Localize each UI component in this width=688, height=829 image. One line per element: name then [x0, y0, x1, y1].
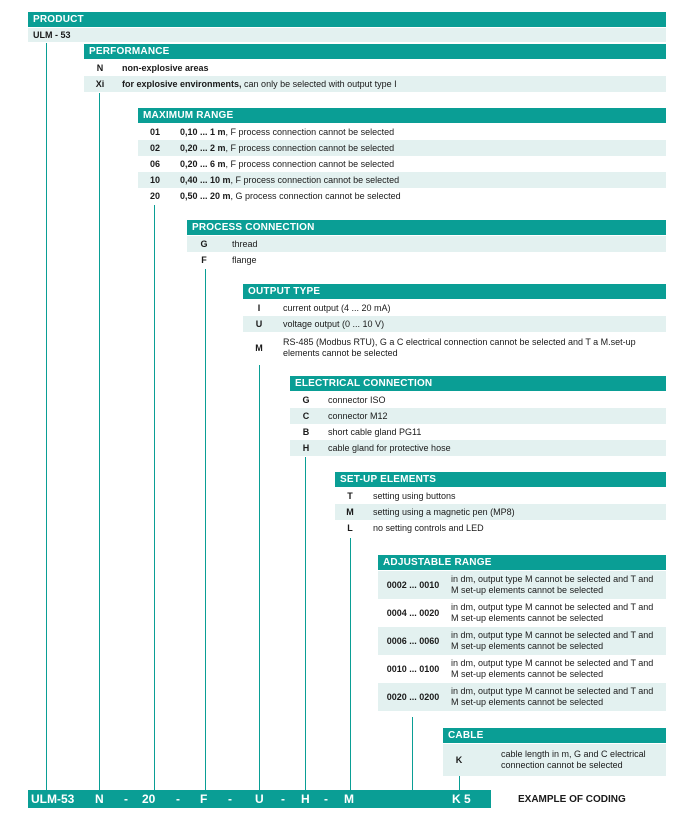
option-description: in dm, output type M cannot be selected and T and M set-up elements cannot be selected: [451, 658, 654, 679]
option-description-rest: , F process connection cannot be selected: [225, 158, 395, 169]
option-description: [122, 76, 662, 92]
setup-elements-row: [335, 520, 666, 536]
option-description: connector ISO: [328, 394, 386, 405]
option-code: N: [96, 63, 104, 73]
option-code: T: [347, 491, 353, 501]
option-description-rest: , F process connection cannot be selected: [230, 174, 400, 185]
example-token: -: [228, 792, 232, 806]
option-description: short cable gland PG11: [328, 426, 422, 437]
output-type-row: [243, 316, 666, 332]
example-token: M: [344, 792, 354, 806]
example-token: ULM-53: [31, 792, 75, 806]
option-code: G: [302, 395, 310, 405]
option-description: thread: [232, 238, 258, 249]
option-code: 0010 ... 0100: [386, 664, 440, 674]
adjustable-range-row: [378, 655, 666, 683]
option-description: [180, 140, 660, 156]
example-token: H: [301, 792, 310, 806]
option-description: RS-485 (Modbus RTU), G a C electrical connection cannot be selected and T a M.set-up elements cannot be selected: [283, 337, 636, 358]
adjustable-range-row: [378, 683, 666, 711]
electrical-connection-row: [290, 392, 666, 408]
option-description-bold: 0,20 ... 6 m: [180, 158, 226, 169]
option-code: K: [455, 755, 463, 765]
example-token: -: [281, 792, 285, 806]
option-description: in dm, output type M cannot be selected and T and M set-up elements cannot be selected: [451, 630, 654, 651]
option-code: C: [302, 411, 310, 421]
option-code: 10: [149, 175, 160, 185]
option-code: 0006 ... 0060: [386, 636, 440, 646]
process-connection-header: PROCESS CONNECTION: [187, 220, 666, 235]
option-description: in dm, output type M cannot be selected and T and M set-up elements cannot be selected: [451, 574, 654, 595]
electrical-connection-header: ELECTRICAL CONNECTION: [290, 376, 666, 391]
option-description: in dm, output type M cannot be selected and T and M set-up elements cannot be selected: [451, 602, 654, 623]
option-description: [180, 188, 660, 204]
adjustable-range-header: ADJUSTABLE RANGE: [378, 555, 666, 570]
connector-line-adjustable: [412, 717, 413, 790]
electrical-connection-row: [290, 408, 666, 424]
option-description: voltage output (0 ... 10 V): [283, 318, 385, 329]
option-code: I: [257, 303, 261, 313]
option-description: in dm, output type M cannot be selected and T and M set-up elements cannot be selected: [451, 686, 654, 707]
option-description: setting using buttons: [373, 490, 456, 501]
product-header: PRODUCT: [28, 12, 666, 27]
setup-elements-row: [335, 488, 666, 504]
connector-line-performance: [99, 93, 100, 790]
adjustable-range-row: [378, 599, 666, 627]
option-description-bold: non-explosive areas: [122, 62, 209, 73]
option-code: 02: [149, 143, 160, 153]
output-type-header: OUTPUT TYPE: [243, 284, 666, 299]
connector-line-output: [259, 365, 260, 790]
option-description: setting using a magnetic pen (MP8): [373, 506, 515, 517]
example-token: -: [324, 792, 328, 806]
option-description-rest: , F process connection cannot be selected: [225, 142, 395, 153]
option-description-rest: , F process connection cannot be selected: [225, 126, 395, 137]
option-description: cable gland for protective hose: [328, 442, 451, 453]
option-description: [180, 124, 660, 140]
option-description-bold: 0,50 ... 20 m: [180, 190, 231, 201]
option-description-bold: 0,20 ... 2 m: [180, 142, 226, 153]
cable-row: [443, 744, 666, 776]
example-token: K 5: [452, 792, 471, 806]
product-code: ULM - 53: [28, 28, 666, 42]
option-code: 06: [149, 159, 160, 169]
setup-elements-header: SET-UP ELEMENTS: [335, 472, 666, 487]
option-code: 0004 ... 0020: [386, 608, 440, 618]
option-code: 0020 ... 0200: [386, 692, 440, 702]
adjustable-range-row: [378, 627, 666, 655]
option-code: 0002 ... 0010: [386, 580, 440, 590]
example-token: F: [200, 792, 208, 806]
option-description: current output (4 ... 20 mA): [283, 302, 391, 313]
option-description: [180, 156, 660, 172]
cable-header: CABLE: [443, 728, 666, 743]
option-description: connector M12: [328, 410, 388, 421]
electrical-connection-row: [290, 424, 666, 440]
option-description-bold: 0,10 ... 1 m: [180, 126, 226, 137]
connector-line-process: [205, 269, 206, 790]
example-token: U: [255, 792, 264, 806]
option-description: no setting controls and LED: [373, 522, 484, 533]
adjustable-range-row: [378, 571, 666, 599]
maximum-range-row: [138, 188, 666, 204]
option-code: G: [200, 239, 208, 249]
process-connection-row: [187, 236, 666, 252]
performance-row: [84, 76, 666, 92]
maximum-range-row: [138, 140, 666, 156]
option-description: [180, 172, 660, 188]
option-code: L: [347, 523, 353, 533]
example-coding-bar: [28, 790, 491, 808]
example-token: -: [124, 792, 128, 806]
option-description-rest: can only be selected with output type I: [241, 78, 397, 89]
connector-line-electrical: [305, 457, 306, 790]
connector-line-cable: [459, 776, 460, 790]
option-description-bold: for explosive environments,: [122, 78, 242, 89]
maximum-range-header: MAXIMUM RANGE: [138, 108, 666, 123]
example-token: 20: [142, 792, 156, 806]
option-code: B: [302, 427, 310, 437]
connector-line-setup: [350, 538, 351, 790]
electrical-connection-row: [290, 440, 666, 456]
option-code: U: [255, 319, 263, 329]
connector-line-product: [46, 43, 47, 790]
maximum-range-row: [138, 172, 666, 188]
option-code: M: [255, 343, 263, 353]
maximum-range-row: [138, 124, 666, 140]
example-label: EXAMPLE OF CODING: [518, 794, 626, 805]
output-type-row: [243, 332, 666, 364]
process-connection-row: [187, 252, 666, 268]
option-code: H: [302, 443, 310, 453]
performance-header: PERFORMANCE: [84, 44, 666, 59]
option-description: cable length in m, G and C electrical connection cannot be selected: [501, 749, 646, 770]
connector-line-range: [154, 205, 155, 790]
example-token: N: [95, 792, 104, 806]
option-description: [122, 60, 662, 76]
option-description-rest: , G process connection cannot be selected: [230, 190, 401, 201]
example-token: -: [176, 792, 180, 806]
option-description-bold: 0,40 ... 10 m: [180, 174, 231, 185]
option-code: F: [201, 255, 207, 265]
option-code: 01: [149, 127, 160, 137]
option-description: flange: [232, 254, 257, 265]
option-code: 20: [149, 191, 160, 201]
option-code: M: [346, 507, 354, 517]
setup-elements-row: [335, 504, 666, 520]
performance-row: [84, 60, 666, 76]
output-type-row: [243, 300, 666, 316]
option-code: Xi: [95, 79, 105, 89]
maximum-range-row: [138, 156, 666, 172]
